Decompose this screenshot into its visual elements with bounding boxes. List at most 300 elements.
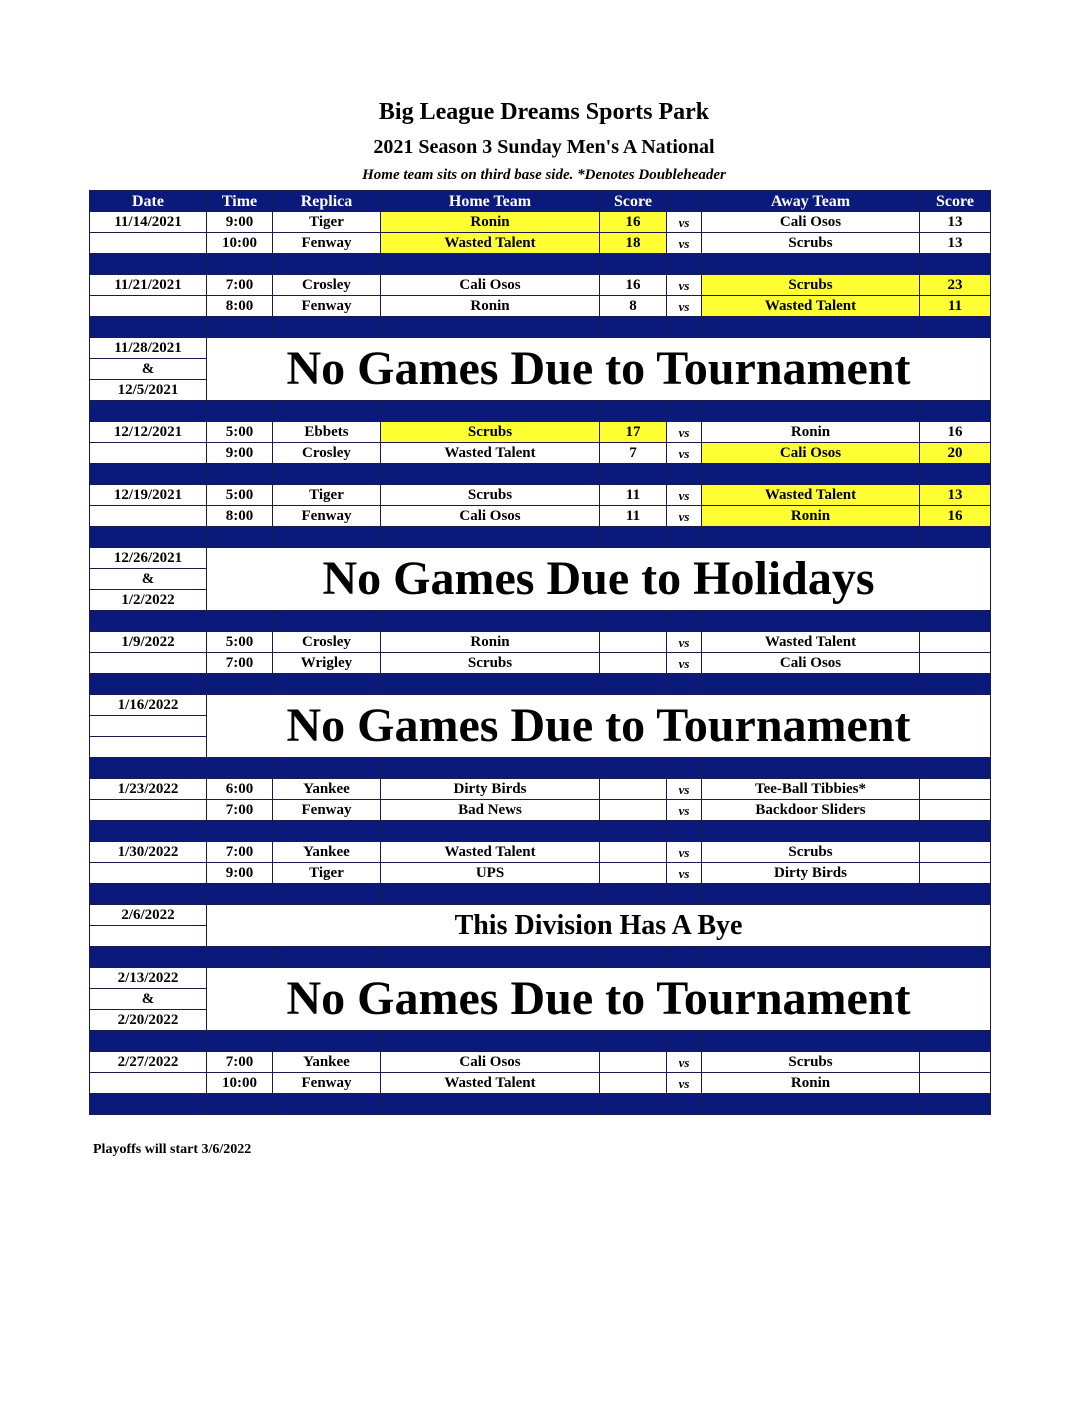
vs-label: vs <box>667 1052 702 1073</box>
home-team: Scrubs <box>381 485 600 506</box>
game-time: 9:00 <box>207 863 273 884</box>
separator-cell <box>381 821 600 842</box>
away-score <box>920 863 991 884</box>
game-row <box>90 863 991 884</box>
week-separator <box>90 317 991 338</box>
separator-cell <box>702 527 920 548</box>
home-score <box>600 800 667 821</box>
separator-cell <box>702 758 920 779</box>
separator-cell <box>90 884 207 905</box>
vs-label: vs <box>667 296 702 317</box>
vs-label: vs <box>667 800 702 821</box>
game-row <box>90 443 991 464</box>
separator-cell <box>381 1094 600 1115</box>
separator-cell <box>600 1094 667 1115</box>
away-score <box>920 632 991 653</box>
message-date: 1/16/2022 <box>90 695 207 716</box>
home-score: 8 <box>600 296 667 317</box>
message-date <box>90 716 207 737</box>
separator-cell <box>702 317 920 338</box>
col-header-away-team: Away Team <box>702 191 920 212</box>
home-team: Scrubs <box>381 653 600 674</box>
week-separator <box>90 884 991 905</box>
separator-cell <box>207 611 273 632</box>
separator-cell <box>600 527 667 548</box>
away-team: Wasted Talent <box>702 485 920 506</box>
separator-cell <box>207 254 273 275</box>
home-team: UPS <box>381 863 600 884</box>
game-date <box>90 506 207 527</box>
replica-field: Crosley <box>273 632 381 653</box>
away-team: Ronin <box>702 506 920 527</box>
message-date: 1/2/2022 <box>90 590 207 611</box>
col-header-replica: Replica <box>273 191 381 212</box>
game-row <box>90 779 991 800</box>
separator-cell <box>920 401 991 422</box>
week-separator <box>90 1094 991 1115</box>
separator-cell <box>273 527 381 548</box>
vs-label: vs <box>667 506 702 527</box>
home-team: Wasted Talent <box>381 233 600 254</box>
separator-cell <box>381 401 600 422</box>
home-score <box>600 1073 667 1094</box>
away-score: 20 <box>920 443 991 464</box>
separator-cell <box>90 527 207 548</box>
separator-cell <box>273 947 381 968</box>
no-games-message: No Games Due to Tournament <box>207 695 991 758</box>
separator-cell <box>90 464 207 485</box>
replica-field: Fenway <box>273 296 381 317</box>
playoffs-note: Playoffs will start 3/6/2022 <box>93 1142 252 1157</box>
game-date: 1/9/2022 <box>90 632 207 653</box>
home-score <box>600 632 667 653</box>
separator-cell <box>90 758 207 779</box>
message-date: 2/6/2022 <box>90 905 207 926</box>
game-date: 2/27/2022 <box>90 1052 207 1073</box>
separator-cell <box>920 317 991 338</box>
home-score <box>600 653 667 674</box>
vs-label: vs <box>667 485 702 506</box>
away-score <box>920 1052 991 1073</box>
separator-cell <box>381 254 600 275</box>
message-date: & <box>90 359 207 380</box>
game-date: 1/23/2022 <box>90 779 207 800</box>
separator-cell <box>600 464 667 485</box>
vs-label: vs <box>667 275 702 296</box>
away-team: Cali Osos <box>702 443 920 464</box>
replica-field: Yankee <box>273 842 381 863</box>
separator-cell <box>600 758 667 779</box>
no-games-message: No Games Due to Tournament <box>207 968 991 1031</box>
message-date: & <box>90 989 207 1010</box>
game-row <box>90 800 991 821</box>
col-header-vs <box>667 191 702 212</box>
separator-cell <box>702 947 920 968</box>
game-row <box>90 275 991 296</box>
home-team: Cali Osos <box>381 275 600 296</box>
replica-field: Tiger <box>273 863 381 884</box>
separator-cell <box>90 317 207 338</box>
separator-cell <box>207 1031 273 1052</box>
separator-cell <box>273 401 381 422</box>
away-team: Wasted Talent <box>702 632 920 653</box>
separator-cell <box>667 821 702 842</box>
away-team: Ronin <box>702 1073 920 1094</box>
away-team: Scrubs <box>702 1052 920 1073</box>
message-date: 2/13/2022 <box>90 968 207 989</box>
away-score: 13 <box>920 212 991 233</box>
away-team: Scrubs <box>702 275 920 296</box>
separator-cell <box>207 1094 273 1115</box>
col-header-home-team: Home Team <box>381 191 600 212</box>
game-date: 11/21/2021 <box>90 275 207 296</box>
game-row <box>90 233 991 254</box>
separator-cell <box>667 464 702 485</box>
separator-cell <box>90 1094 207 1115</box>
separator-cell <box>207 947 273 968</box>
separator-cell <box>207 674 273 695</box>
separator-cell <box>600 611 667 632</box>
message-date: 2/20/2022 <box>90 1010 207 1031</box>
away-score <box>920 1073 991 1094</box>
game-date <box>90 443 207 464</box>
away-team: Wasted Talent <box>702 296 920 317</box>
away-score <box>920 800 991 821</box>
page-title: Big League Dreams Sports Park <box>378 99 710 125</box>
away-team: Cali Osos <box>702 653 920 674</box>
replica-field: Crosley <box>273 443 381 464</box>
message-date <box>90 737 207 758</box>
replica-field: Wrigley <box>273 653 381 674</box>
vs-label: vs <box>667 422 702 443</box>
week-separator <box>90 611 991 632</box>
separator-cell <box>702 884 920 905</box>
col-header-date: Date <box>90 191 207 212</box>
away-team: Backdoor Sliders <box>702 800 920 821</box>
message-row <box>90 968 991 989</box>
message-date: & <box>90 569 207 590</box>
vs-label: vs <box>667 443 702 464</box>
separator-cell <box>207 401 273 422</box>
separator-cell <box>600 1031 667 1052</box>
vs-label: vs <box>667 632 702 653</box>
replica-field: Yankee <box>273 1052 381 1073</box>
game-date: 12/12/2021 <box>90 422 207 443</box>
home-score: 7 <box>600 443 667 464</box>
replica-field: Yankee <box>273 779 381 800</box>
separator-cell <box>667 527 702 548</box>
week-separator <box>90 464 991 485</box>
message-date <box>90 926 207 947</box>
separator-cell <box>667 758 702 779</box>
vs-label: vs <box>667 212 702 233</box>
game-time: 7:00 <box>207 275 273 296</box>
game-row <box>90 296 991 317</box>
separator-cell <box>667 1031 702 1052</box>
replica-field: Fenway <box>273 233 381 254</box>
home-team: Wasted Talent <box>381 443 600 464</box>
separator-cell <box>381 464 600 485</box>
game-date: 11/14/2021 <box>90 212 207 233</box>
separator-cell <box>381 947 600 968</box>
separator-cell <box>90 674 207 695</box>
separator-cell <box>920 758 991 779</box>
message-date: 12/5/2021 <box>90 380 207 401</box>
home-team: Cali Osos <box>381 1052 600 1073</box>
header-row <box>90 191 991 212</box>
away-score <box>920 653 991 674</box>
separator-cell <box>667 401 702 422</box>
away-score <box>920 779 991 800</box>
home-team: Cali Osos <box>381 506 600 527</box>
home-score <box>600 779 667 800</box>
schedule-body <box>90 191 991 1115</box>
replica-field: Tiger <box>273 485 381 506</box>
separator-cell <box>702 464 920 485</box>
home-score <box>600 863 667 884</box>
vs-label: vs <box>667 1073 702 1094</box>
game-date <box>90 233 207 254</box>
separator-cell <box>600 317 667 338</box>
no-games-message: No Games Due to Tournament <box>207 338 991 401</box>
separator-cell <box>273 884 381 905</box>
message-date: 11/28/2021 <box>90 338 207 359</box>
separator-cell <box>273 674 381 695</box>
game-date <box>90 800 207 821</box>
separator-cell <box>273 821 381 842</box>
game-row <box>90 485 991 506</box>
replica-field: Fenway <box>273 1073 381 1094</box>
separator-cell <box>90 1031 207 1052</box>
game-date: 1/30/2022 <box>90 842 207 863</box>
message-row <box>90 695 991 716</box>
separator-cell <box>667 947 702 968</box>
away-score: 11 <box>920 296 991 317</box>
separator-cell <box>207 464 273 485</box>
message-date: 12/26/2021 <box>90 548 207 569</box>
separator-cell <box>90 401 207 422</box>
home-team: Bad News <box>381 800 600 821</box>
separator-cell <box>920 254 991 275</box>
home-score <box>600 1052 667 1073</box>
home-score: 18 <box>600 233 667 254</box>
separator-cell <box>381 674 600 695</box>
replica-field: Ebbets <box>273 422 381 443</box>
game-time: 5:00 <box>207 485 273 506</box>
home-score: 17 <box>600 422 667 443</box>
game-time: 10:00 <box>207 1073 273 1094</box>
separator-cell <box>600 947 667 968</box>
replica-field: Tiger <box>273 212 381 233</box>
away-team: Scrubs <box>702 233 920 254</box>
separator-cell <box>381 758 600 779</box>
away-score: 13 <box>920 233 991 254</box>
game-time: 7:00 <box>207 800 273 821</box>
home-score: 11 <box>600 506 667 527</box>
game-row <box>90 842 991 863</box>
game-row <box>90 632 991 653</box>
game-time: 7:00 <box>207 842 273 863</box>
separator-cell <box>600 401 667 422</box>
game-row <box>90 212 991 233</box>
home-team: Dirty Birds <box>381 779 600 800</box>
home-team: Wasted Talent <box>381 1073 600 1094</box>
message-row <box>90 548 991 569</box>
replica-field: Fenway <box>273 506 381 527</box>
game-row <box>90 1073 991 1094</box>
week-separator <box>90 947 991 968</box>
separator-cell <box>600 821 667 842</box>
page-subtitle: 2021 Season 3 Sunday Men's A National <box>373 136 715 158</box>
separator-cell <box>273 317 381 338</box>
week-separator <box>90 1031 991 1052</box>
home-score <box>600 842 667 863</box>
separator-cell <box>702 821 920 842</box>
separator-cell <box>207 758 273 779</box>
away-team: Ronin <box>702 422 920 443</box>
vs-label: vs <box>667 653 702 674</box>
separator-cell <box>90 611 207 632</box>
separator-cell <box>920 464 991 485</box>
vs-label: vs <box>667 779 702 800</box>
game-date <box>90 863 207 884</box>
game-time: 9:00 <box>207 212 273 233</box>
vs-label: vs <box>667 863 702 884</box>
game-row <box>90 1052 991 1073</box>
separator-cell <box>702 1094 920 1115</box>
home-score: 16 <box>600 275 667 296</box>
week-separator <box>90 674 991 695</box>
game-row <box>90 653 991 674</box>
separator-cell <box>381 317 600 338</box>
separator-cell <box>90 821 207 842</box>
game-time: 5:00 <box>207 632 273 653</box>
game-date <box>90 653 207 674</box>
home-team: Ronin <box>381 296 600 317</box>
away-team: Tee-Ball Tibbies* <box>702 779 920 800</box>
separator-cell <box>273 1031 381 1052</box>
separator-cell <box>920 674 991 695</box>
game-row <box>90 422 991 443</box>
game-row <box>90 506 991 527</box>
separator-cell <box>600 674 667 695</box>
separator-cell <box>381 1031 600 1052</box>
vs-label: vs <box>667 233 702 254</box>
week-separator <box>90 254 991 275</box>
separator-cell <box>207 884 273 905</box>
game-date <box>90 296 207 317</box>
separator-cell <box>920 947 991 968</box>
game-time: 7:00 <box>207 1052 273 1073</box>
schedule-table <box>89 190 991 1115</box>
separator-cell <box>207 527 273 548</box>
separator-cell <box>90 947 207 968</box>
week-separator <box>90 821 991 842</box>
separator-cell <box>702 401 920 422</box>
vs-label: vs <box>667 842 702 863</box>
no-games-message: This Division Has A Bye <box>207 905 991 947</box>
separator-cell <box>920 821 991 842</box>
game-time: 9:00 <box>207 443 273 464</box>
separator-cell <box>273 1094 381 1115</box>
away-team: Scrubs <box>702 842 920 863</box>
game-time: 7:00 <box>207 653 273 674</box>
home-team: Ronin <box>381 212 600 233</box>
replica-field: Fenway <box>273 800 381 821</box>
col-header-time: Time <box>207 191 273 212</box>
away-score <box>920 842 991 863</box>
separator-cell <box>381 527 600 548</box>
separator-cell <box>920 527 991 548</box>
separator-cell <box>667 611 702 632</box>
game-time: 8:00 <box>207 506 273 527</box>
col-header-home-score: Score <box>600 191 667 212</box>
away-score: 16 <box>920 422 991 443</box>
away-team: Dirty Birds <box>702 863 920 884</box>
week-separator <box>90 401 991 422</box>
separator-cell <box>667 674 702 695</box>
separator-cell <box>207 821 273 842</box>
message-row <box>90 338 991 359</box>
separator-cell <box>667 1094 702 1115</box>
separator-cell <box>702 254 920 275</box>
separator-cell <box>273 254 381 275</box>
home-team: Wasted Talent <box>381 842 600 863</box>
separator-cell <box>600 254 667 275</box>
separator-cell <box>920 884 991 905</box>
game-time: 10:00 <box>207 233 273 254</box>
home-team: Ronin <box>381 632 600 653</box>
separator-cell <box>702 611 920 632</box>
game-date: 12/19/2021 <box>90 485 207 506</box>
away-score: 13 <box>920 485 991 506</box>
separator-cell <box>667 317 702 338</box>
away-team: Cali Osos <box>702 212 920 233</box>
separator-cell <box>90 254 207 275</box>
message-row <box>90 905 991 926</box>
home-score: 11 <box>600 485 667 506</box>
away-score: 16 <box>920 506 991 527</box>
week-separator <box>90 527 991 548</box>
separator-cell <box>381 884 600 905</box>
schedule-note: Home team sits on third base side. *Denotes Doubleheader <box>362 167 726 183</box>
separator-cell <box>702 1031 920 1052</box>
game-time: 6:00 <box>207 779 273 800</box>
home-score: 16 <box>600 212 667 233</box>
separator-cell <box>920 1094 991 1115</box>
week-separator <box>90 758 991 779</box>
game-time: 8:00 <box>207 296 273 317</box>
col-header-away-score: Score <box>920 191 991 212</box>
separator-cell <box>273 758 381 779</box>
separator-cell <box>207 317 273 338</box>
separator-cell <box>667 884 702 905</box>
separator-cell <box>920 1031 991 1052</box>
home-team: Scrubs <box>381 422 600 443</box>
separator-cell <box>667 254 702 275</box>
no-games-message: No Games Due to Holidays <box>207 548 991 611</box>
separator-cell <box>273 464 381 485</box>
separator-cell <box>920 611 991 632</box>
separator-cell <box>273 611 381 632</box>
game-time: 5:00 <box>207 422 273 443</box>
separator-cell <box>381 611 600 632</box>
replica-field: Crosley <box>273 275 381 296</box>
separator-cell <box>600 884 667 905</box>
separator-cell <box>702 674 920 695</box>
away-score: 23 <box>920 275 991 296</box>
game-date <box>90 1073 207 1094</box>
